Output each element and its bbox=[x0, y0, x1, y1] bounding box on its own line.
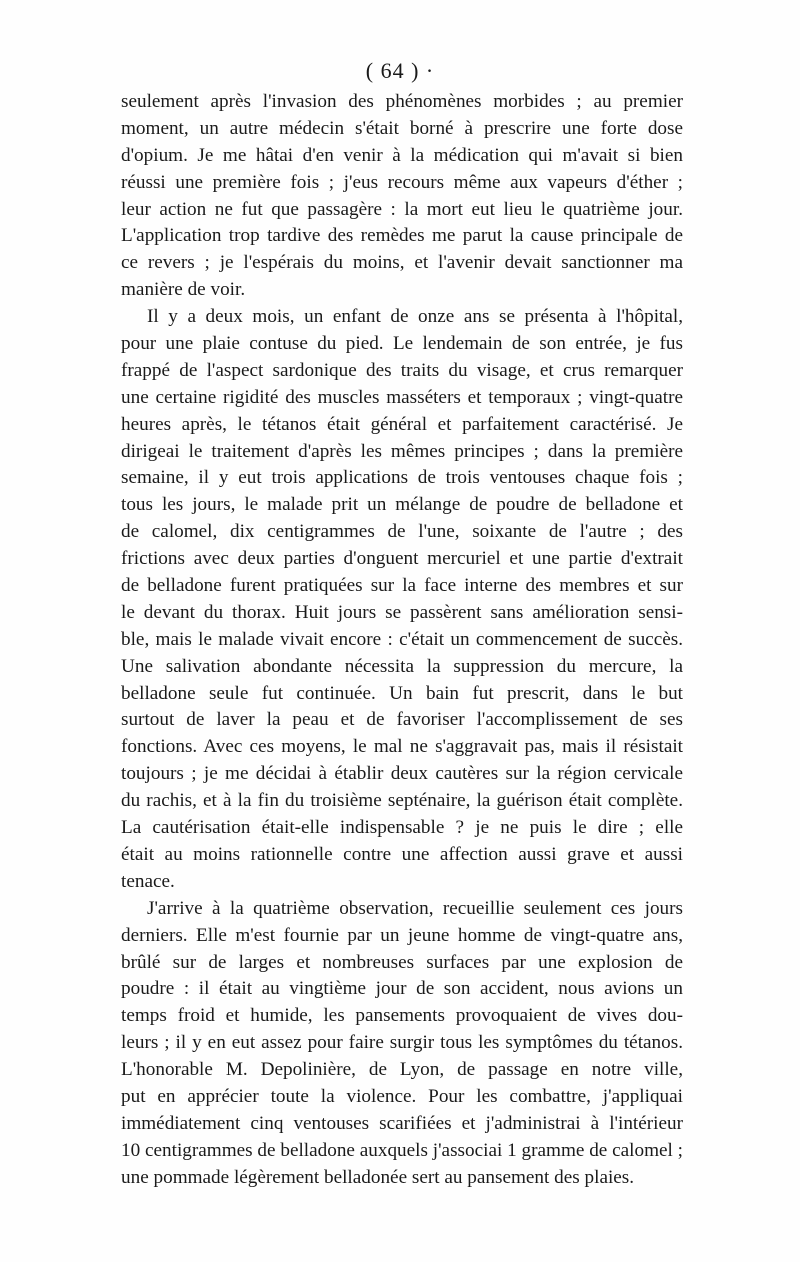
text-line: ble, mais le malade vivait encore : c'était un commencement de succès. bbox=[121, 628, 683, 650]
text-line: était au moins rationnelle contre une affection aussi grave et aussi bbox=[121, 843, 683, 865]
text-line: 10 centigrammes de belladone auxquels j'associai 1 gramme de calomel ; bbox=[121, 1139, 683, 1161]
text-line: tous les jours, le malade prit un mélange de poudre de belladone et bbox=[121, 494, 683, 516]
text-line: une pommade légèrement belladonée sert au pansement des plaies. bbox=[121, 1166, 635, 1188]
text-line: belladone seule fut continuée. Un bain fut prescrit, dans le but bbox=[121, 682, 683, 704]
paragraph bbox=[121, 304, 683, 896]
text-line: frictions avec deux parties d'onguent mercuriel et une partie d'extrait bbox=[121, 548, 683, 570]
text-line: La cautérisation était-elle indispensable ? je ne puis le dire ; elle bbox=[121, 817, 683, 839]
text-line: frappé de l'aspect sardonique des traits du visage, et crus remarquer bbox=[121, 359, 683, 381]
text-line: temps froid et humide, les pansements provoquaient de vives dou- bbox=[121, 1005, 683, 1027]
text-line: de belladone furent pratiquées sur la face interne des membres et sur bbox=[121, 575, 683, 597]
text-line: L'application trop tardive des remèdes me parut la cause principale de bbox=[121, 225, 683, 247]
text-line: fonctions. Avec ces moyens, le mal ne s'aggravait pas, mais il résistait bbox=[121, 736, 683, 758]
text-line: leur action ne fut que passagère : la mort eut lieu le quatrième jour. bbox=[121, 198, 683, 220]
text-line: J'arrive à la quatrième observation, recueillie seulement ces jours bbox=[147, 897, 683, 919]
paragraph bbox=[121, 896, 683, 1192]
text-line: L'honorable M. Depolinière, de Lyon, de passage en notre ville, bbox=[121, 1059, 683, 1081]
paragraph bbox=[121, 89, 683, 304]
text-line: toujours ; je me décidai à établir deux cautères sur la région cervicale bbox=[121, 763, 683, 785]
text-line: Une salivation abondante nécessita la suppression du mercure, la bbox=[121, 655, 683, 677]
text-line: une certaine rigidité des muscles masséters et temporaux ; vingt-quatre bbox=[121, 386, 683, 408]
text-line: put en apprécier toute la violence. Pour les combattre, j'appliquai bbox=[121, 1085, 683, 1107]
text-line: moment, un autre médecin s'était borné à prescrire une forte dose bbox=[121, 117, 683, 139]
text-line: Il y a deux mois, un enfant de onze ans se présenta à l'hôpital, bbox=[147, 306, 683, 328]
text-line: seulement après l'invasion des phénomènes morbides ; au premier bbox=[121, 91, 683, 112]
text-line: manière de voir. bbox=[121, 279, 246, 301]
text-line: poudre : il était au vingtième jour de son accident, nous avions un bbox=[121, 978, 683, 1000]
text-line: heures après, le tétanos était général et parfaitement caractérisé. Je bbox=[121, 413, 683, 435]
text-line: surtout de laver la peau et de favoriser l'accomplissement de ses bbox=[121, 709, 683, 731]
text-line: pour une plaie contuse du pied. Le lendemain de son entrée, je fus bbox=[121, 333, 683, 355]
text-line: réussi une première fois ; j'eus recours même aux vapeurs d'éther ; bbox=[121, 171, 683, 193]
text-line: d'opium. Je me hâtai d'en venir à la médication qui m'avait si bien bbox=[121, 144, 683, 166]
text-line: tenace. bbox=[121, 870, 175, 892]
text-line: semaine, il y eut trois applications de trois ventouses chaque fois ; bbox=[121, 467, 683, 489]
text-line: derniers. Elle m'est fournie par un jeune homme de vingt-quatre ans, bbox=[121, 924, 683, 946]
text-line: ce revers ; je l'espérais du moins, et l'avenir devait sanctionner ma bbox=[121, 252, 683, 274]
page-number: ( 64 ) · bbox=[365, 58, 435, 83]
text-line: brûlé sur de larges et nombreuses surfaces par une explosion de bbox=[121, 951, 683, 973]
text-line: de calomel, dix centigrammes de l'une, soixante de l'autre ; des bbox=[121, 521, 683, 543]
text-line: immédiatement cinq ventouses scarifiées et j'administrai à l'intérieur bbox=[121, 1112, 683, 1134]
body-text bbox=[121, 89, 683, 1192]
text-line: dirigeai le traitement d'après les mêmes principes ; dans la première bbox=[121, 440, 683, 462]
text-line: du rachis, et à la fin du troisième septénaire, la guérison était complète. bbox=[121, 790, 683, 812]
text-line: leurs ; il y en eut assez pour faire surgir tous les symptômes du tétanos. bbox=[121, 1032, 683, 1054]
text-line: le devant du thorax. Huit jours se passèrent sans amélioration sensi- bbox=[121, 601, 683, 623]
